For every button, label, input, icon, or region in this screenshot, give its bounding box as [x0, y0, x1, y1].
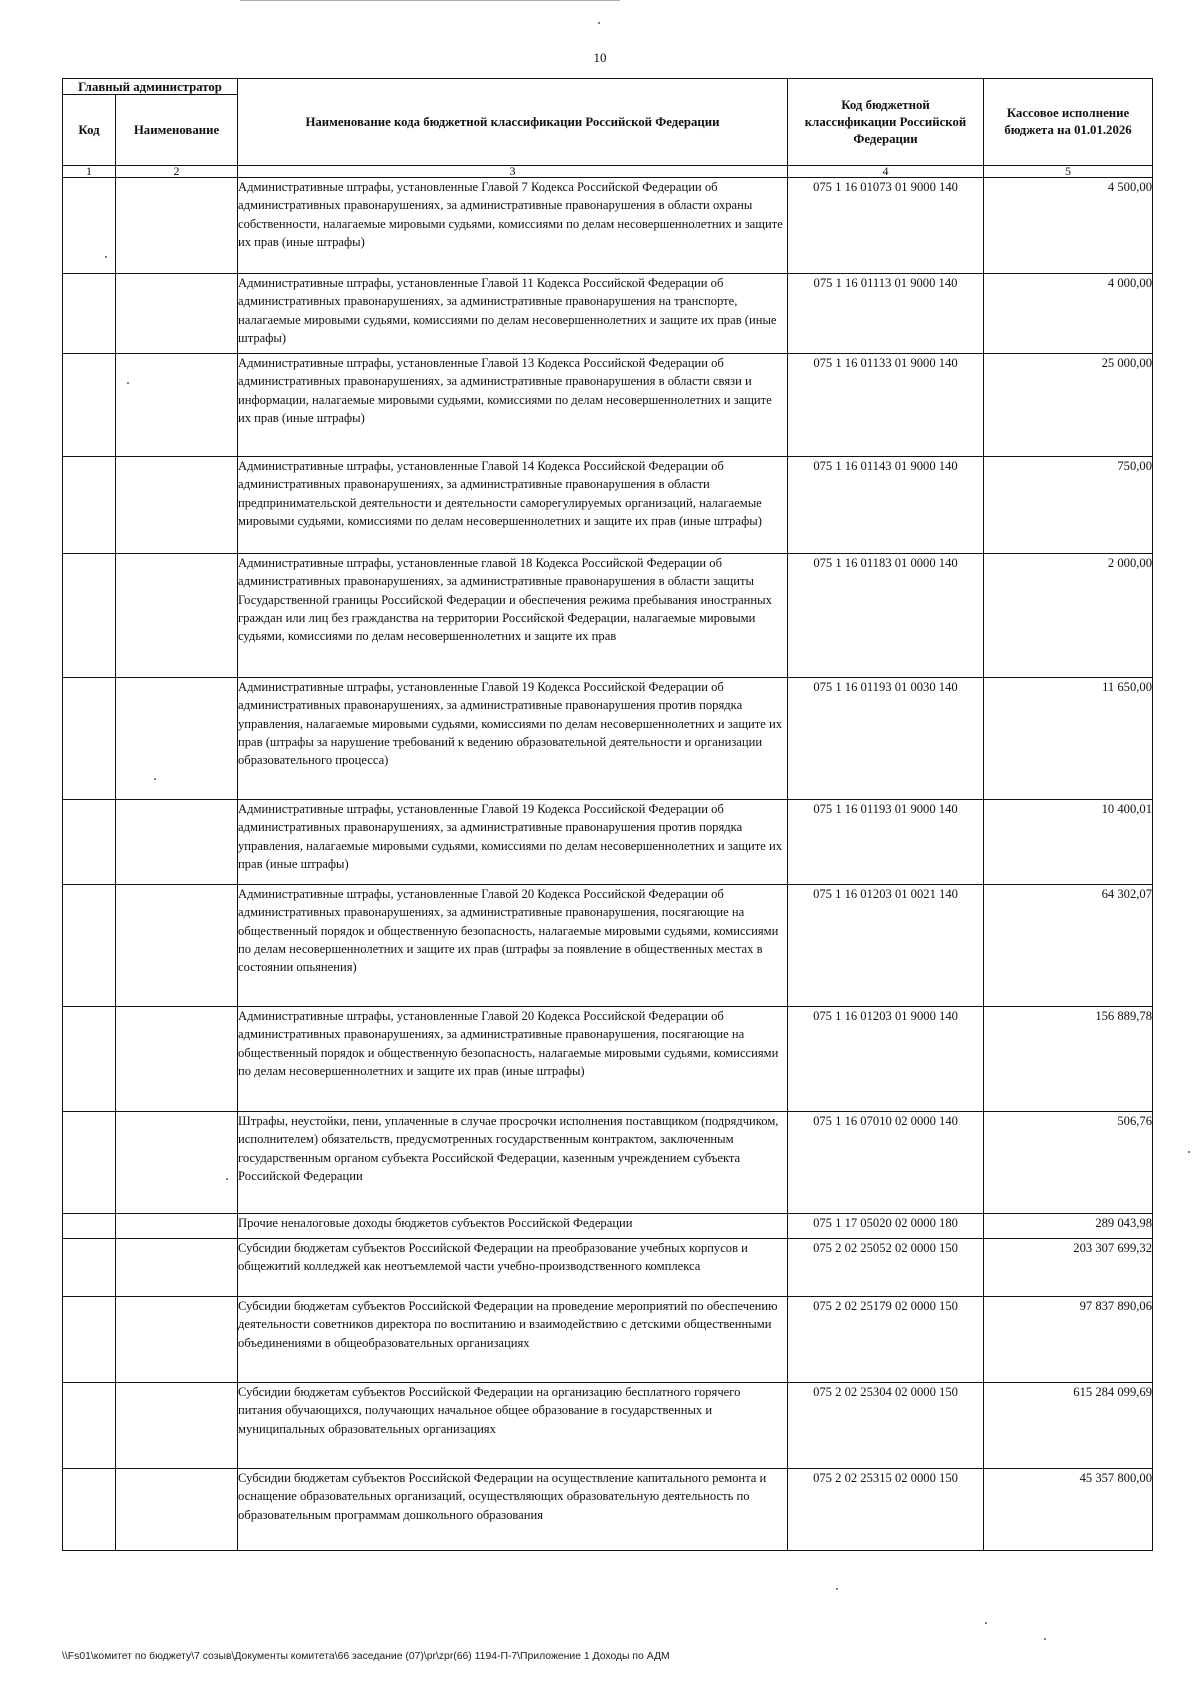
kbk-name-cell: Штрафы, неустойки, пени, уплаченные в случае просрочки исполнения поставщиком (подрядчиком, исполнителем) обязательств, предусмотренных государственным контрактом, заключенным государственным органом субъекта Российской Федерации, казенным учреждением субъекта Российской Федерации — [238, 1112, 788, 1214]
admin-name-cell — [116, 1007, 238, 1112]
amount-cell: 156 889,78 — [984, 1007, 1153, 1112]
table-row — [63, 1112, 1153, 1214]
admin-code-cell — [63, 678, 116, 800]
header-admin-name: Наименование — [116, 95, 238, 166]
admin-code-cell — [63, 800, 116, 885]
budget-revenue-table — [62, 78, 1153, 1551]
kbk-code-cell: 075 1 16 01193 01 9000 140 — [788, 800, 984, 885]
table-row — [63, 678, 1153, 800]
admin-code-cell — [63, 274, 116, 354]
kbk-code-cell: 075 2 02 25315 02 0000 150 — [788, 1469, 984, 1551]
admin-name-cell — [116, 274, 238, 354]
admin-name-cell — [116, 178, 238, 274]
admin-name-cell — [116, 354, 238, 457]
admin-name-cell — [116, 554, 238, 678]
kbk-name-cell: Прочие неналоговые доходы бюджетов субъектов Российской Федерации — [238, 1214, 788, 1239]
admin-name-cell — [116, 678, 238, 800]
kbk-code-cell: 075 2 02 25179 02 0000 150 — [788, 1297, 984, 1383]
admin-code-cell — [63, 1239, 116, 1297]
table-row — [63, 1383, 1153, 1469]
admin-name-cell — [116, 457, 238, 554]
table-row — [63, 1297, 1153, 1383]
kbk-code-cell: 075 1 16 01113 01 9000 140 — [788, 274, 984, 354]
amount-cell: 615 284 099,69 — [984, 1383, 1153, 1469]
admin-name-cell — [116, 885, 238, 1007]
scan-speck — [985, 1622, 987, 1624]
admin-name-cell — [116, 1469, 238, 1551]
admin-name-cell — [116, 1214, 238, 1239]
kbk-name-cell: Административные штрафы, установленные Главой 19 Кодекса Российской Федерации об административных правонарушениях, за административные правонарушения против порядка управления, налагаемые мировыми судьями, комиссиями по делам несовершеннолетних и защите их прав (штрафы за нарушение требований к ведению образовательной деятельности и организации образовательного процесса) — [238, 678, 788, 800]
kbk-name-cell: Субсидии бюджетам субъектов Российской Федерации на организацию бесплатного горячего питания обучающихся, получающих начальное общее образование в государственных и муниципальных образовательных организациях — [238, 1383, 788, 1469]
admin-code-cell — [63, 1007, 116, 1112]
admin-code-cell — [63, 1214, 116, 1239]
kbk-code-cell: 075 1 16 01073 01 9000 140 — [788, 178, 984, 274]
scan-speck — [598, 22, 600, 24]
amount-cell: 10 400,01 — [984, 800, 1153, 885]
kbk-code-cell: 075 1 16 01183 01 0000 140 — [788, 554, 984, 678]
admin-code-cell — [63, 554, 116, 678]
table-row — [63, 1214, 1153, 1239]
header-main-administrator: Главный администратор — [63, 79, 238, 95]
header-admin-code: Код — [63, 95, 116, 166]
admin-code-cell — [63, 885, 116, 1007]
header-cash-execution: Кассовое исполнение бюджета на 01.01.2026 — [984, 79, 1153, 166]
header-kbk-name: Наименование кода бюджетной классификации Российской Федерации — [238, 79, 788, 166]
admin-name-cell — [116, 800, 238, 885]
kbk-code-cell: 075 1 16 07010 02 0000 140 — [788, 1112, 984, 1214]
column-number: 2 — [116, 166, 238, 178]
admin-name-cell — [116, 1112, 238, 1214]
column-number: 3 — [238, 166, 788, 178]
kbk-code-cell: 075 1 16 01203 01 0021 140 — [788, 885, 984, 1007]
table-row — [63, 554, 1153, 678]
kbk-code-cell: 075 1 16 01143 01 9000 140 — [788, 457, 984, 554]
kbk-code-cell: 075 2 02 25052 02 0000 150 — [788, 1239, 984, 1297]
column-number: 4 — [788, 166, 984, 178]
table-row — [63, 1469, 1153, 1551]
table-row — [63, 800, 1153, 885]
admin-name-cell — [116, 1383, 238, 1469]
scan-speck — [1188, 1151, 1190, 1153]
table-row — [63, 1239, 1153, 1297]
table-row — [63, 885, 1153, 1007]
amount-cell: 4 000,00 — [984, 274, 1153, 354]
table-row — [63, 354, 1153, 457]
admin-name-cell — [116, 1239, 238, 1297]
kbk-code-cell: 075 2 02 25304 02 0000 150 — [788, 1383, 984, 1469]
amount-cell: 45 357 800,00 — [984, 1469, 1153, 1551]
table-row — [63, 1007, 1153, 1112]
amount-cell: 289 043,98 — [984, 1214, 1153, 1239]
kbk-name-cell: Административные штрафы, установленные Главой 14 Кодекса Российской Федерации об административных правонарушениях, за административные правонарушения в области предпринимательской деятельности и деятельности саморегулируемых организаций, налагаемые мировыми судьями, комиссиями по делам несовершеннолетних и защите их прав (иные штрафы) — [238, 457, 788, 554]
admin-code-cell — [63, 1112, 116, 1214]
amount-cell: 25 000,00 — [984, 354, 1153, 457]
kbk-code-cell: 075 1 17 05020 02 0000 180 — [788, 1214, 984, 1239]
admin-code-cell — [63, 354, 116, 457]
kbk-code-cell: 075 1 16 01203 01 9000 140 — [788, 1007, 984, 1112]
header-kbk-code: Код бюджетной классификации Российской Федерации — [788, 79, 984, 166]
column-number: 1 — [63, 166, 116, 178]
kbk-name-cell: Административные штрафы, установленные Главой 20 Кодекса Российской Федерации об административных правонарушениях, за административные правонарушения, посягающие на общественный порядок и общественную безопасность, налагаемые мировыми судьями, комиссиями по делам несовершеннолетних и защите их прав (штрафы за появление в общественных местах в состоянии опьянения) — [238, 885, 788, 1007]
table-row — [63, 457, 1153, 554]
kbk-name-cell: Субсидии бюджетам субъектов Российской Федерации на осуществление капитального ремонта и оснащение образовательных организаций, осуществляющих образовательную деятельность по образовательным программам дошкольного образования — [238, 1469, 788, 1551]
kbk-code-cell: 075 1 16 01133 01 9000 140 — [788, 354, 984, 457]
admin-code-cell — [63, 1469, 116, 1551]
kbk-name-cell: Административные штрафы, установленные Главой 11 Кодекса Российской Федерации об административных правонарушениях, за административные правонарушения на транспорте, налагаемые мировыми судьями, комиссиями по делам несовершеннолетних и защите их прав (иные штрафы) — [238, 274, 788, 354]
admin-code-cell — [63, 178, 116, 274]
table-row — [63, 274, 1153, 354]
kbk-name-cell: Административные штрафы, установленные главой 18 Кодекса Российской Федерации об административных правонарушениях, за административные правонарушения в области защиты Государственной границы Российской Федерации и обеспечения режима пребывания иностранных граждан или лиц без гражданства на территории Российской Федерации, налагаемые мировыми судьями, комиссиями по делам несовершеннолетних и защите их прав — [238, 554, 788, 678]
amount-cell: 64 302,07 — [984, 885, 1153, 1007]
amount-cell: 11 650,00 — [984, 678, 1153, 800]
scan-speck — [226, 1178, 228, 1180]
table-row — [63, 178, 1153, 274]
amount-cell: 750,00 — [984, 457, 1153, 554]
scan-speck — [154, 778, 156, 780]
kbk-name-cell: Субсидии бюджетам субъектов Российской Федерации на проведение мероприятий по обеспечению деятельности советников директора по воспитанию и взаимодействию с детскими общественными объединениями в общеобразовательных организациях — [238, 1297, 788, 1383]
kbk-name-cell: Административные штрафы, установленные Главой 13 Кодекса Российской Федерации об административных правонарушениях, за административные правонарушения в области связи и информации, налагаемые мировыми судьями, комиссиями по делам несовершеннолетних и защите их прав (иные штрафы) — [238, 354, 788, 457]
scan-speck — [836, 1588, 838, 1590]
page-number: 10 — [593, 50, 607, 65]
column-number: 5 — [984, 166, 1153, 178]
amount-cell: 506,76 — [984, 1112, 1153, 1214]
scan-edge-line — [240, 0, 620, 1]
scan-speck — [105, 256, 107, 258]
amount-cell: 2 000,00 — [984, 554, 1153, 678]
amount-cell: 4 500,00 — [984, 178, 1153, 274]
admin-name-cell — [116, 1297, 238, 1383]
kbk-name-cell: Административные штрафы, установленные Главой 20 Кодекса Российской Федерации об административных правонарушениях, за административные правонарушения, посягающие на общественный порядок и общественную безопасность, налагаемые мировыми судьями, комиссиями по делам несовершеннолетних и защите их прав (иные штрафы) — [238, 1007, 788, 1112]
amount-cell: 203 307 699,32 — [984, 1239, 1153, 1297]
admin-code-cell — [63, 457, 116, 554]
kbk-name-cell: Административные штрафы, установленные Главой 7 Кодекса Российской Федерации об административных правонарушениях, за административные правонарушения в области охраны собственности, налагаемые мировыми судьями, комиссиями по делам несовершеннолетних и защите их прав (иные штрафы) — [238, 178, 788, 274]
admin-code-cell — [63, 1383, 116, 1469]
scan-speck — [1044, 1638, 1046, 1640]
file-path-footer: \\Fs01\комитет по бюджету\7 созыв\Документы комитета\66 заседание (07)\pr\zpr(66) 1194-П-7\Приложение 1 Доходы по АДМ — [62, 1651, 670, 1662]
scan-speck — [127, 382, 129, 384]
kbk-name-cell: Субсидии бюджетам субъектов Российской Федерации на преобразование учебных корпусов и общежитий колледжей как неотъемлемой части учебно-производственного комплекса — [238, 1239, 788, 1297]
kbk-code-cell: 075 1 16 01193 01 0030 140 — [788, 678, 984, 800]
kbk-name-cell: Административные штрафы, установленные Главой 19 Кодекса Российской Федерации об административных правонарушениях, за административные правонарушения против порядка управления, налагаемые мировыми судьями, комиссиями по делам несовершеннолетних и защите их прав (иные штрафы) — [238, 800, 788, 885]
column-number-row — [63, 166, 1153, 178]
amount-cell: 97 837 890,06 — [984, 1297, 1153, 1383]
admin-code-cell — [63, 1297, 116, 1383]
